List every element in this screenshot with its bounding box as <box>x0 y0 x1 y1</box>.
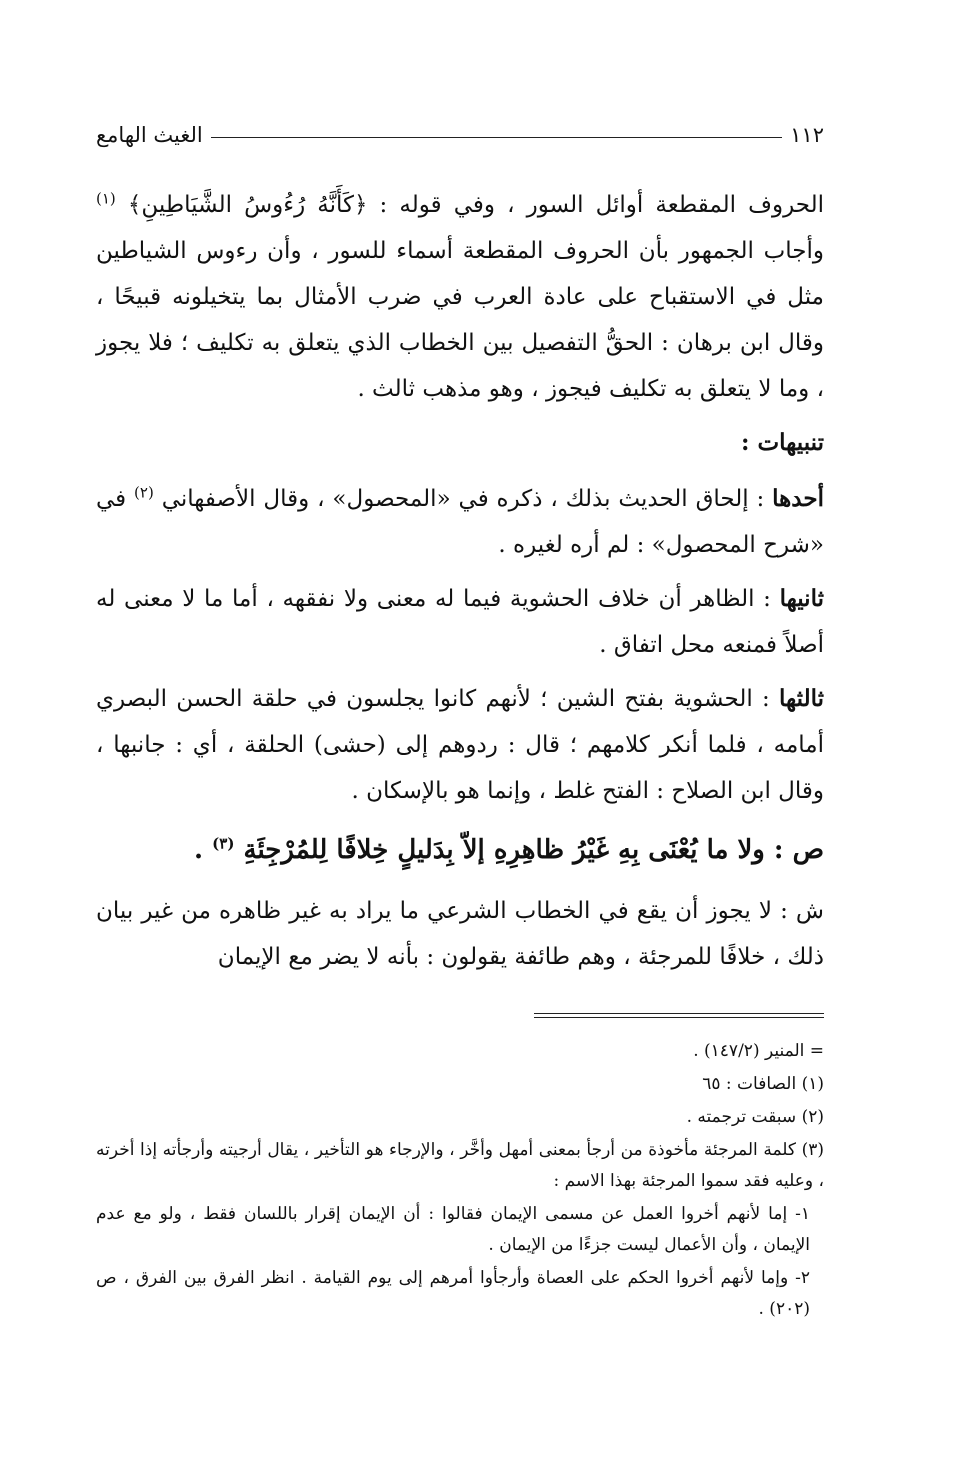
footnote-3-point-2: ٢- وإما لأنهم أخروا الحكم على العصاة وأرجأوا أمرهم إلى يوم القيامة . انظر الفرق بين الفرق ، ص (٢٠٢) . <box>96 1268 810 1319</box>
matn-text: ص : ولا ما يُعْنَى بِهِ غَيْرُ ظاهِرِهِ إلاّ بِدَليلٍ خِلافًا لِلمُرْجِئَةِ <box>243 835 824 865</box>
page-header <box>96 118 824 152</box>
footnote-3-point-1: ١- إما لأنهم أخروا العمل عن مسمى الإيمان فقالوا : أن الإيمان إقرار باللسان فقط ، ولو مع عدم الإيمان ، وأن الأعمال ليست جزءًا من الإيمان . <box>96 1204 810 1255</box>
section-heading: تنبيهات : <box>741 429 824 456</box>
paragraph <box>96 182 824 412</box>
note-text: : الحشوية بفتح الشين ؛ لأنهم كانوا يجلسون في حلقة الحسن البصري أمامه ، فلما أنكر كلامهم ؛ قال : ردوهم إلى (حشى) الحلقة ، أي : جانبها ، وقال ابن الصلاح : الفتح غلط ، وإنما هو بالإسكان . <box>96 686 824 804</box>
note-third <box>96 676 824 814</box>
main-text <box>96 182 824 988</box>
separator-line <box>534 1013 824 1014</box>
matn-line <box>96 822 824 878</box>
footnotes <box>96 1036 824 1327</box>
footnote-separator <box>534 1013 824 1021</box>
note-text: : إلحاق الحديث بذلك ، ذكره في «المحصول» ، وقال الأصفهاني <box>161 486 765 512</box>
footnote-2: (٢) سبقت ترجمته . <box>686 1107 824 1127</box>
paragraph-text: وأجاب الجمهور بأن الحروف المقطعة أسماء للسور ، وأن رءوس الشياطين مثل في الاستقباح على عادة العرب في ضرب الأمثال بما يتخيلونه قبيحًا ، وقال ابن برهان : الحقُّ التفصيل بين الخطاب الذي يتعلق به تكليف ؛ فلا يجوز ، وما لا يتعلق به تكليف فيجوز ، وهو مذهب ثالث . <box>96 238 824 402</box>
note-label: ثالثها <box>779 685 824 712</box>
footnote-continuation: = المنير (١٤٧/٢) . <box>693 1041 824 1061</box>
header-rule <box>211 137 782 138</box>
separator-line <box>534 1017 824 1018</box>
note-label: أحدها <box>772 485 824 512</box>
note-label: ثانيها <box>779 585 824 612</box>
note-second <box>96 576 824 668</box>
footnote-3: (٣) كلمة المرجئة مأخوذة من أرجأ بمعنى أمهل وأخَّر ، والإرجاء هو التأخير ، يقال أرجيته وأرجأته إذا أخرته ، وعليه فقد سموا المرجئة بهذا الاسم : <box>96 1140 824 1191</box>
note-text: : الظاهر أن خلاف الحشوية فيما له معنى ولا نفقهه ، أما ما لا معنى له أصلاً فمنعه محل اتفاق . <box>96 586 824 658</box>
paragraph-text: الحروف المقطعة أوائل السور ، وفي قوله : ﴿كَأَنَّهُ رُءُوسُ الشَّيَاطِينِ﴾ <box>127 192 825 218</box>
sharh-paragraph: ش : لا يجوز أن يقع في الخطاب الشرعي ما يراد به غير ظاهره من غير بيان ذلك ، خلافًا للمرجئة ، وهم طائفة يقولون : بأنه لا يضر مع الإيمان <box>96 898 824 970</box>
note-text: في «شرح المحصول» : لم أره لغيره . <box>96 486 824 558</box>
matn-end: . <box>194 835 204 865</box>
footnote-1: (١) الصافات : ٦٥ <box>702 1074 824 1094</box>
footnote-ref: (٣) <box>212 834 235 853</box>
page-number: ١١٢ <box>790 123 824 147</box>
running-title: الغيث الهامع <box>96 123 203 147</box>
note-first <box>96 476 824 568</box>
footnote-ref: (٢) <box>134 483 154 502</box>
footnote-ref: (١) <box>96 189 116 208</box>
